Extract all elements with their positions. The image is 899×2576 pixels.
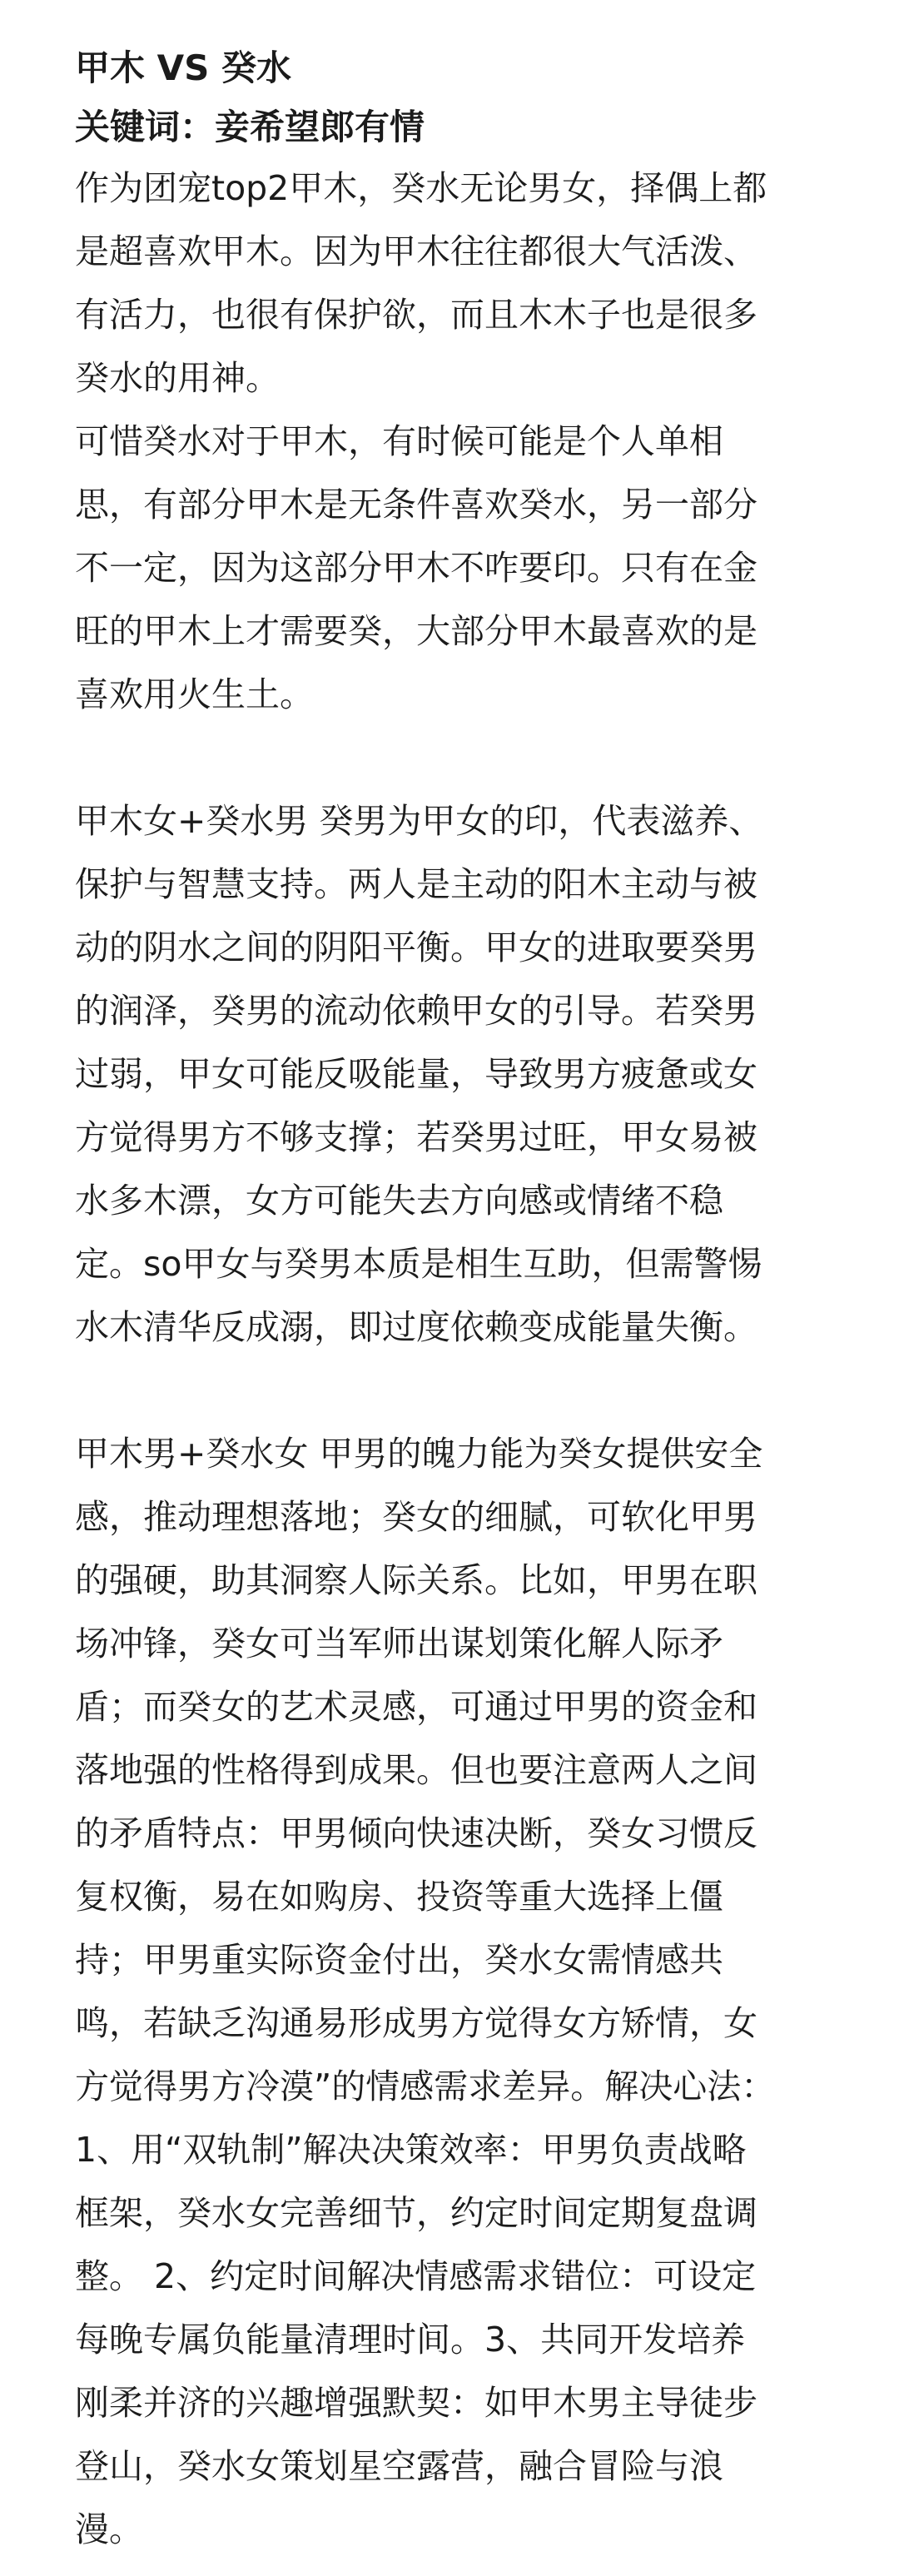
paragraph-line: 作为团宠top2甲木，癸水无论男女，择偶上都	[75, 168, 767, 208]
paragraph-line: 1、用“双轨制”解决决策效率：甲男负责战略	[75, 2130, 747, 2170]
paragraph-line: 鸣，若缺乏沟通易形成男方觉得女方矫情，女	[75, 2003, 757, 2043]
paragraph-line: 的矛盾特点：甲男倾向快速决断，癸女习惯反	[75, 1813, 757, 1853]
paragraph-line: 场冲锋，癸女可当军师出谋划策化解人际矛	[75, 1624, 723, 1663]
paragraph-line: 漫。	[75, 2509, 143, 2549]
paragraph-line: 甲木女+癸水男 癸男为甲女的印，代表滋养、	[75, 801, 763, 841]
male-jia-female-gui-paragraph	[75, 1422, 829, 2561]
article-title: 甲木 VS 癸水	[75, 47, 291, 88]
paragraph-line: 不一定，因为这部分甲木不咋要印。只有在金	[75, 548, 757, 588]
paragraph-line: 甲木男+癸水女 甲男的魄力能为癸女提供安全	[75, 1434, 763, 1474]
paragraph-line: 是超喜欢甲木。因为甲木往往都很大气活泼、	[75, 231, 757, 271]
keyword-line: 关键词：妾希望郎有情	[75, 107, 425, 147]
paragraph-line: 感，推动理想落地；癸女的细腻，可软化甲男	[75, 1497, 757, 1537]
paragraph-line: 刚柔并济的兴趣增强默契：如甲木男主导徒步	[75, 2383, 757, 2423]
paragraph-line: 框架，癸水女完善细节，约定时间定期复盘调	[75, 2193, 757, 2233]
paragraph-spacer	[75, 726, 829, 789]
paragraph-line: 水木清华反成溺，即过度依赖变成能量失衡。	[75, 1307, 757, 1347]
paragraph-line: 的强硬，助其洞察人际关系。比如，甲男在职	[75, 1560, 757, 1600]
paragraph-line: 保护与智慧支持。两人是主动的阳木主动与被	[75, 864, 757, 904]
paragraph-line: 盾；而癸女的艺术灵感，可通过甲男的资金和	[75, 1687, 757, 1727]
paragraph-line: 癸水的用神。	[75, 358, 280, 398]
paragraph-line: 方觉得男方冷漠”的情感需求差异。解决心法：	[75, 2066, 776, 2106]
paragraph-line: 登山，癸水女策划星空露营，融合冒险与浪	[75, 2446, 723, 2486]
paragraph-line: 定。so甲女与癸男本质是相生互助，但需警惕	[75, 1244, 762, 1284]
paragraph-line: 水多木漂，女方可能失去方向感或情绪不稳	[75, 1181, 723, 1221]
paragraph-line: 的润泽，癸男的流动依赖甲女的引导。若癸男	[75, 991, 757, 1031]
paragraph-line: 整。 2、约定时间解决情感需求错位：可设定	[75, 2256, 757, 2296]
paragraph-line: 方觉得男方不够支撑；若癸男过旺，甲女易被	[75, 1117, 757, 1157]
paragraph-line: 每晚专属负能量清理时间。3、共同开发培养	[75, 2320, 746, 2360]
paragraph-line: 过弱，甲女可能反吸能量，导致男方疲惫或女	[75, 1054, 757, 1094]
paragraph-line: 持；甲男重实际资金付出，癸水女需情感共	[75, 1940, 723, 1980]
paragraph-line: 复权衡，易在如购房、投资等重大选择上僵	[75, 1877, 723, 1917]
paragraph-line: 旺的甲木上才需要癸，大部分甲木最喜欢的是	[75, 611, 757, 651]
paragraph-line: 思，有部分甲木是无条件喜欢癸水，另一部分	[75, 485, 757, 525]
intro-paragraph	[75, 157, 829, 726]
paragraph-line: 有活力，也很有保护欲，而且木木子也是很多	[75, 295, 757, 335]
paragraph-line: 可惜癸水对于甲木，有时候可能是个人单相	[75, 421, 723, 461]
paragraph-spacer	[75, 1359, 829, 1422]
paragraph-line: 喜欢用火生土。	[75, 674, 314, 714]
paragraph-line: 动的阴水之间的阴阳平衡。甲女的进取要癸男	[75, 927, 757, 967]
female-jia-male-gui-paragraph	[75, 789, 829, 1359]
paragraph-line: 落地强的性格得到成果。但也要注意两人之间	[75, 1750, 757, 1790]
